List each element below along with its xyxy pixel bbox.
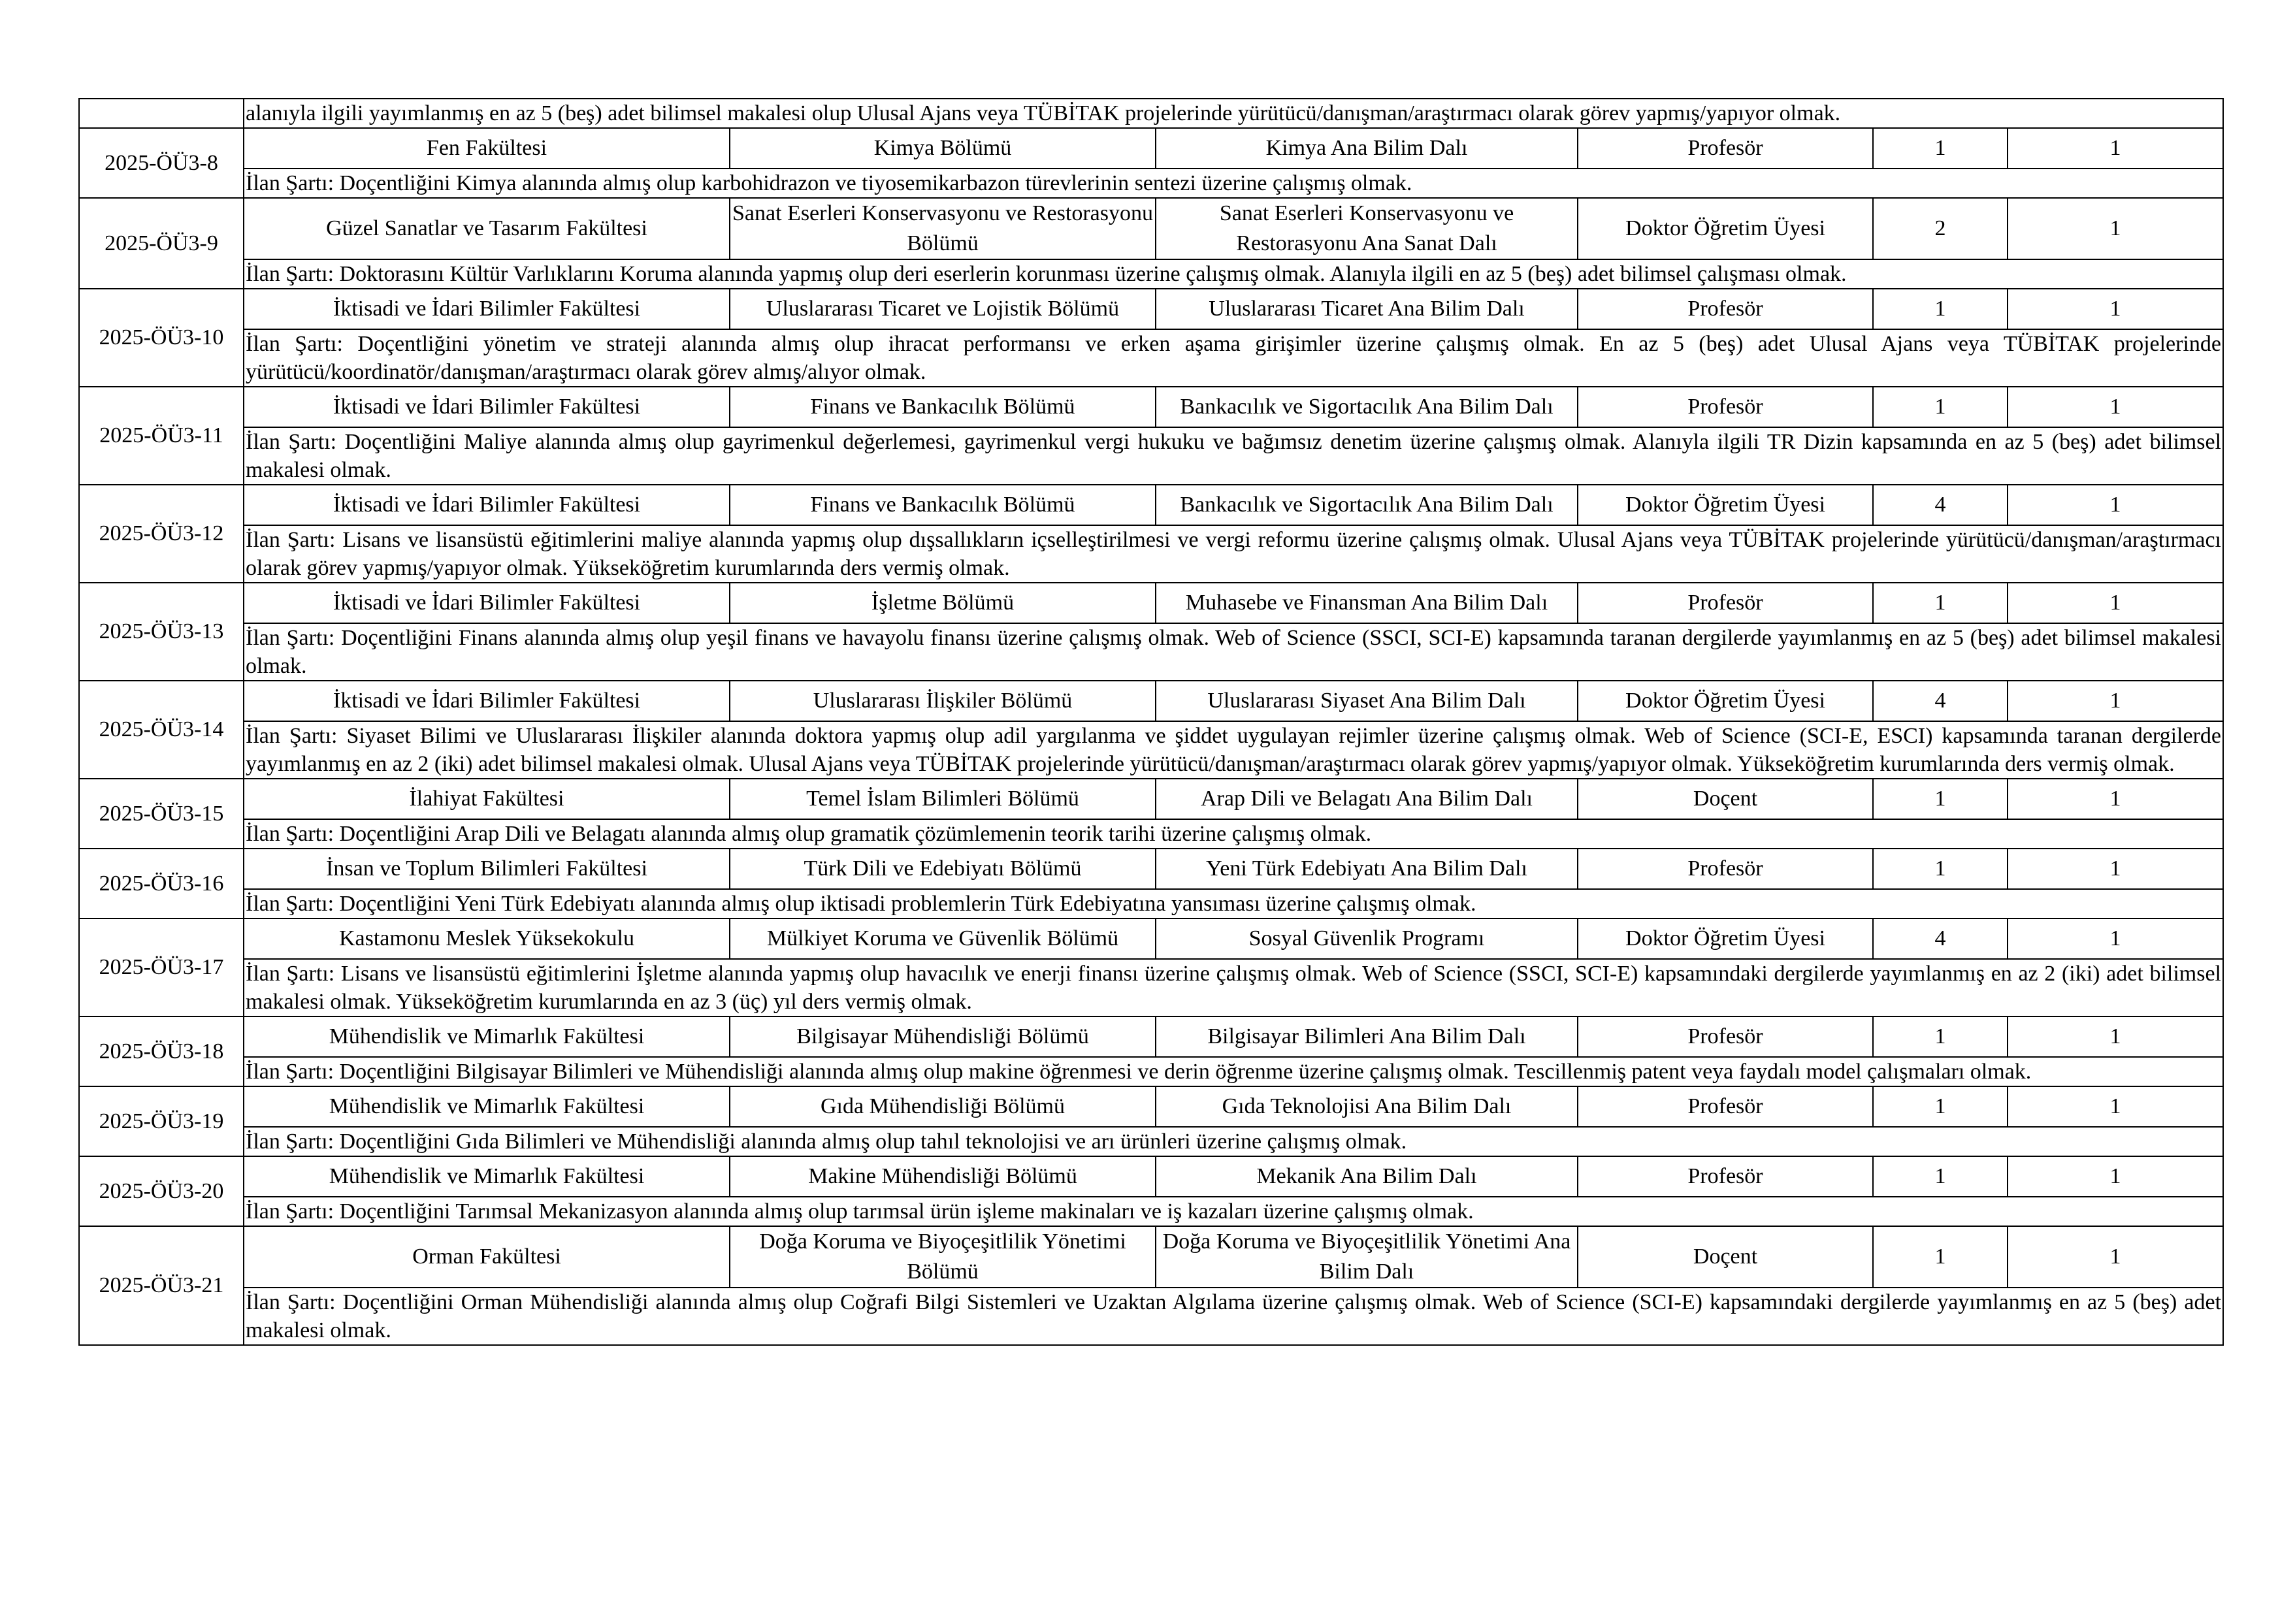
requirement-cell: İlan Şartı: Doktorasını Kültür Varlıklarını Koruma alanında yapmış olup deri eserlerin korunması üzerine çalışmış olmak. Alanıyla ilgili en az 5 (beş) adet bilimsel çalışması olmak. (244, 259, 2223, 289)
posting-code-cell: 2025-ÖÜ3-14 (79, 681, 244, 779)
posting-code-cell: 2025-ÖÜ3-16 (79, 849, 244, 918)
table-row (79, 1086, 2223, 1127)
table-row (79, 849, 2223, 889)
academic-title-cell: Profesör (1578, 1016, 1873, 1057)
continuation-requirement: alanıyla ilgili yayımlanmış en az 5 (beş) adet bilimsel makalesi olup Ulusal Ajans veya TÜBİTAK projelerinde yürütücü/danışman/araştırmacı olarak görev yapmış/yapıyor olmak. (244, 99, 2223, 128)
faculty-cell: İnsan ve Toplum Bilimleri Fakültesi (244, 849, 730, 889)
faculty-cell: İktisadi ve İdari Bilimler Fakültesi (244, 289, 730, 329)
count-cell: 1 (2008, 289, 2223, 329)
posting-code-cell: 2025-ÖÜ3-18 (79, 1016, 244, 1086)
faculty-cell: Güzel Sanatlar ve Tasarım Fakültesi (244, 198, 730, 259)
level-cell: 1 (1873, 128, 2008, 169)
faculty-cell: İktisadi ve İdari Bilimler Fakültesi (244, 387, 730, 427)
academic-title-cell: Doktor Öğretim Üyesi (1578, 681, 1873, 721)
division-cell: Bilgisayar Bilimleri Ana Bilim Dalı (1156, 1016, 1578, 1057)
level-cell: 1 (1873, 387, 2008, 427)
requirement-row (79, 1288, 2223, 1345)
posting-code-cell: 2025-ÖÜ3-9 (79, 198, 244, 289)
academic-title-cell: Profesör (1578, 583, 1873, 623)
level-cell: 1 (1873, 583, 2008, 623)
posting-code-cell: 2025-ÖÜ3-10 (79, 289, 244, 387)
table-row (79, 779, 2223, 819)
academic-title-cell: Profesör (1578, 289, 1873, 329)
posting-code-cell: 2025-ÖÜ3-13 (79, 583, 244, 681)
faculty-cell: Fen Fakültesi (244, 128, 730, 169)
division-cell: Sosyal Güvenlik Programı (1156, 918, 1578, 959)
table-row (79, 198, 2223, 259)
count-cell: 1 (2008, 681, 2223, 721)
continuation-code-cell (79, 99, 244, 128)
division-cell: Kimya Ana Bilim Dalı (1156, 128, 1578, 169)
department-cell: Uluslararası İlişkiler Bölümü (730, 681, 1156, 721)
faculty-cell: Mühendislik ve Mimarlık Fakültesi (244, 1086, 730, 1127)
level-cell: 1 (1873, 1086, 2008, 1127)
level-cell: 4 (1873, 485, 2008, 525)
faculty-cell: Kastamonu Meslek Yüksekokulu (244, 918, 730, 959)
count-cell: 1 (2008, 1226, 2223, 1288)
level-cell: 1 (1873, 289, 2008, 329)
requirement-cell: İlan Şartı: Doçentliğini Kimya alanında almış olup karbohidrazon ve tiyosemikarbazon türevlerinin sentezi üzerine çalışmış olmak. (244, 169, 2223, 198)
table-row (79, 681, 2223, 721)
level-cell: 1 (1873, 779, 2008, 819)
department-cell: Türk Dili ve Edebiyatı Bölümü (730, 849, 1156, 889)
table-row (79, 1016, 2223, 1057)
faculty-cell: İktisadi ve İdari Bilimler Fakültesi (244, 583, 730, 623)
division-cell: Gıda Teknolojisi Ana Bilim Dalı (1156, 1086, 1578, 1127)
posting-code-cell: 2025-ÖÜ3-15 (79, 779, 244, 849)
requirement-row (79, 169, 2223, 198)
posting-code-cell: 2025-ÖÜ3-17 (79, 918, 244, 1016)
academic-title-cell: Profesör (1578, 128, 1873, 169)
requirement-row (79, 1127, 2223, 1156)
requirement-row (79, 1057, 2223, 1086)
department-cell: Temel İslam Bilimleri Bölümü (730, 779, 1156, 819)
academic-title-cell: Doktor Öğretim Üyesi (1578, 485, 1873, 525)
requirement-cell: İlan Şartı: Doçentliğini Bilgisayar Bilimleri ve Mühendisliği alanında almış olup makine öğrenmesi ve derin öğrenme üzerine çalışmış olmak. Tescillenmiş patent veya faydalı model çalışmaları olmak. (244, 1057, 2223, 1086)
requirement-cell: İlan Şartı: Doçentliğini Gıda Bilimleri ve Mühendisliği alanında almış olup tahıl teknolojisi ve arı ürünleri üzerine çalışmış olmak. (244, 1127, 2223, 1156)
requirement-cell: İlan Şartı: Lisans ve lisansüstü eğitimlerini maliye alanında yapmış olup dışsallıkların içselleştirilmesi ve vergi reformu üzerine çalışmış olmak. Ulusal Ajans veya TÜBİTAK projelerinde yürütücü/danışman/araştırmacı olarak görev yapmış/yapıyor olmak. Yükseköğretim kurumlarında ders vermiş olmak. (244, 525, 2223, 583)
table-row (79, 1156, 2223, 1197)
table-row (79, 128, 2223, 169)
requirement-row (79, 427, 2223, 485)
department-cell: Uluslararası Ticaret ve Lojistik Bölümü (730, 289, 1156, 329)
academic-title-cell: Profesör (1578, 1086, 1873, 1127)
requirement-row (79, 721, 2223, 779)
requirement-row (79, 889, 2223, 918)
posting-code-cell: 2025-ÖÜ3-11 (79, 387, 244, 485)
division-cell: Sanat Eserleri Konservasyonu ve Restorasyonu Ana Sanat Dalı (1156, 198, 1578, 259)
requirement-cell: İlan Şartı: Lisans ve lisansüstü eğitimlerini İşletme alanında yapmış olup havacılık ve enerji finansı üzerine çalışmış olmak. Web of Science (SSCI, SCI-E) kapsamındaki dergilerde yayımlanmış en az 2 (iki) adet bilimsel makalesi olmak. Yükseköğretim kurumlarında en az 3 (üç) yıl ders vermiş olmak. (244, 959, 2223, 1016)
academic-title-cell: Doktor Öğretim Üyesi (1578, 918, 1873, 959)
faculty-cell: İktisadi ve İdari Bilimler Fakültesi (244, 485, 730, 525)
academic-title-cell: Doçent (1578, 1226, 1873, 1288)
table-row (79, 485, 2223, 525)
requirement-row (79, 819, 2223, 849)
academic-title-cell: Profesör (1578, 387, 1873, 427)
requirement-cell: İlan Şartı: Doçentliğini Arap Dili ve Belagatı alanında almış olup gramatik çözümlemenin teorik tarihi üzerine çalışmış olmak. (244, 819, 2223, 849)
level-cell: 2 (1873, 198, 2008, 259)
requirement-cell: İlan Şartı: Siyaset Bilimi ve Uluslararası İlişkiler alanında doktora yapmış olup adil yargılanma ve şiddet uygulayan rejimler üzerine çalışmış olmak. Web of Science (SCI-E, ESCI) kapsamında taranan dergilerde yayımlanmış en az 2 (iki) adet bilimsel makalesi olmak. Ulusal Ajans veya TÜBİTAK projelerinde yürütücü/danışman/araştırmacı olarak görev yapmış/yapıyor olmak. Yükseköğretim kurumlarında ders vermiş olmak. (244, 721, 2223, 779)
department-cell: Makine Mühendisliği Bölümü (730, 1156, 1156, 1197)
posting-code-cell: 2025-ÖÜ3-8 (79, 128, 244, 198)
level-cell: 1 (1873, 1156, 2008, 1197)
continuation-row (79, 99, 2223, 128)
requirement-cell: İlan Şartı: Doçentliğini Orman Mühendisliği alanında almış olup Coğrafi Bilgi Sistemleri ve Uzaktan Algılama üzerine çalışmış olmak. Web of Science (SCI-E) kapsamındaki dergilerde yayımlanmış en az 5 (beş) adet makalesi olmak. (244, 1288, 2223, 1345)
requirement-row (79, 329, 2223, 387)
academic-title-cell: Doçent (1578, 779, 1873, 819)
division-cell: Uluslararası Ticaret Ana Bilim Dalı (1156, 289, 1578, 329)
requirement-cell: İlan Şartı: Doçentliğini Yeni Türk Edebiyatı alanında almış olup iktisadi problemlerin Türk Edebiyatına yansıması üzerine çalışmış olmak. (244, 889, 2223, 918)
posting-code-cell: 2025-ÖÜ3-21 (79, 1226, 244, 1345)
department-cell: Gıda Mühendisliği Bölümü (730, 1086, 1156, 1127)
requirement-row (79, 525, 2223, 583)
department-cell: Kimya Bölümü (730, 128, 1156, 169)
table-body (79, 99, 2223, 1345)
posting-code-cell: 2025-ÖÜ3-19 (79, 1086, 244, 1156)
division-cell: Bankacılık ve Sigortacılık Ana Bilim Dalı (1156, 387, 1578, 427)
count-cell: 1 (2008, 387, 2223, 427)
count-cell: 1 (2008, 583, 2223, 623)
level-cell: 4 (1873, 918, 2008, 959)
count-cell: 1 (2008, 779, 2223, 819)
table-row (79, 918, 2223, 959)
requirement-cell: İlan Şartı: Doçentliğini yönetim ve strateji alanında almış olup ihracat performansı ve erken aşama girişimler üzerine çalışmış olmak. En az 5 (beş) adet Ulusal Ajans veya TÜBİTAK projelerinde yürütücü/koordinatör/danışman/araştırmacı olarak görev almış/alıyor olmak. (244, 329, 2223, 387)
department-cell: İşletme Bölümü (730, 583, 1156, 623)
requirement-cell: İlan Şartı: Doçentliğini Tarımsal Mekanizasyon alanında almış olup tarımsal ürün işleme makinaları ve iş kazaları üzerine çalışmış olmak. (244, 1197, 2223, 1226)
count-cell: 1 (2008, 1086, 2223, 1127)
requirement-row (79, 1197, 2223, 1226)
count-cell: 1 (2008, 1156, 2223, 1197)
division-cell: Mekanik Ana Bilim Dalı (1156, 1156, 1578, 1197)
division-cell: Bankacılık ve Sigortacılık Ana Bilim Dalı (1156, 485, 1578, 525)
level-cell: 4 (1873, 681, 2008, 721)
division-cell: Yeni Türk Edebiyatı Ana Bilim Dalı (1156, 849, 1578, 889)
academic-title-cell: Profesör (1578, 1156, 1873, 1197)
level-cell: 1 (1873, 849, 2008, 889)
department-cell: Bilgisayar Mühendisliği Bölümü (730, 1016, 1156, 1057)
academic-title-cell: Profesör (1578, 849, 1873, 889)
count-cell: 1 (2008, 485, 2223, 525)
department-cell: Finans ve Bankacılık Bölümü (730, 485, 1156, 525)
department-cell: Finans ve Bankacılık Bölümü (730, 387, 1156, 427)
positions-table (78, 98, 2224, 1346)
division-cell: Muhasebe ve Finansman Ana Bilim Dalı (1156, 583, 1578, 623)
division-cell: Arap Dili ve Belagatı Ana Bilim Dalı (1156, 779, 1578, 819)
count-cell: 1 (2008, 1016, 2223, 1057)
faculty-cell: Mühendislik ve Mimarlık Fakültesi (244, 1016, 730, 1057)
requirement-cell: İlan Şartı: Doçentliğini Finans alanında almış olup yeşil finans ve havayolu finansı üzerine çalışmış olmak. Web of Science (SSCI, SCI-E) kapsamında taranan dergilerde yayımlanmış en az 5 (beş) adet bilimsel makalesi olmak. (244, 623, 2223, 681)
faculty-cell: İktisadi ve İdari Bilimler Fakültesi (244, 681, 730, 721)
posting-code-cell: 2025-ÖÜ3-20 (79, 1156, 244, 1226)
posting-code-cell: 2025-ÖÜ3-12 (79, 485, 244, 583)
count-cell: 1 (2008, 198, 2223, 259)
faculty-cell: Orman Fakültesi (244, 1226, 730, 1288)
department-cell: Sanat Eserleri Konservasyonu ve Restorasyonu Bölümü (730, 198, 1156, 259)
faculty-cell: Mühendislik ve Mimarlık Fakültesi (244, 1156, 730, 1197)
division-cell: Uluslararası Siyaset Ana Bilim Dalı (1156, 681, 1578, 721)
requirement-cell: İlan Şartı: Doçentliğini Maliye alanında almış olup gayrimenkul değerlemesi, gayrimenkul vergi hukuku ve bağımsız denetim üzerine çalışmış olmak. Alanıyla ilgili TR Dizin kapsamında en az 5 (beş) adet bilimsel makalesi olmak. (244, 427, 2223, 485)
department-cell: Mülkiyet Koruma ve Güvenlik Bölümü (730, 918, 1156, 959)
table-row (79, 583, 2223, 623)
requirement-row (79, 623, 2223, 681)
requirement-row (79, 259, 2223, 289)
academic-title-cell: Doktor Öğretim Üyesi (1578, 198, 1873, 259)
table-row (79, 289, 2223, 329)
table-row (79, 1226, 2223, 1288)
requirement-row (79, 959, 2223, 1016)
count-cell: 1 (2008, 128, 2223, 169)
table-row (79, 387, 2223, 427)
faculty-cell: İlahiyat Fakültesi (244, 779, 730, 819)
level-cell: 1 (1873, 1016, 2008, 1057)
level-cell: 1 (1873, 1226, 2008, 1288)
department-cell: Doğa Koruma ve Biyoçeşitlilik Yönetimi Bölümü (730, 1226, 1156, 1288)
division-cell: Doğa Koruma ve Biyoçeşitlilik Yönetimi Ana Bilim Dalı (1156, 1226, 1578, 1288)
count-cell: 1 (2008, 849, 2223, 889)
count-cell: 1 (2008, 918, 2223, 959)
